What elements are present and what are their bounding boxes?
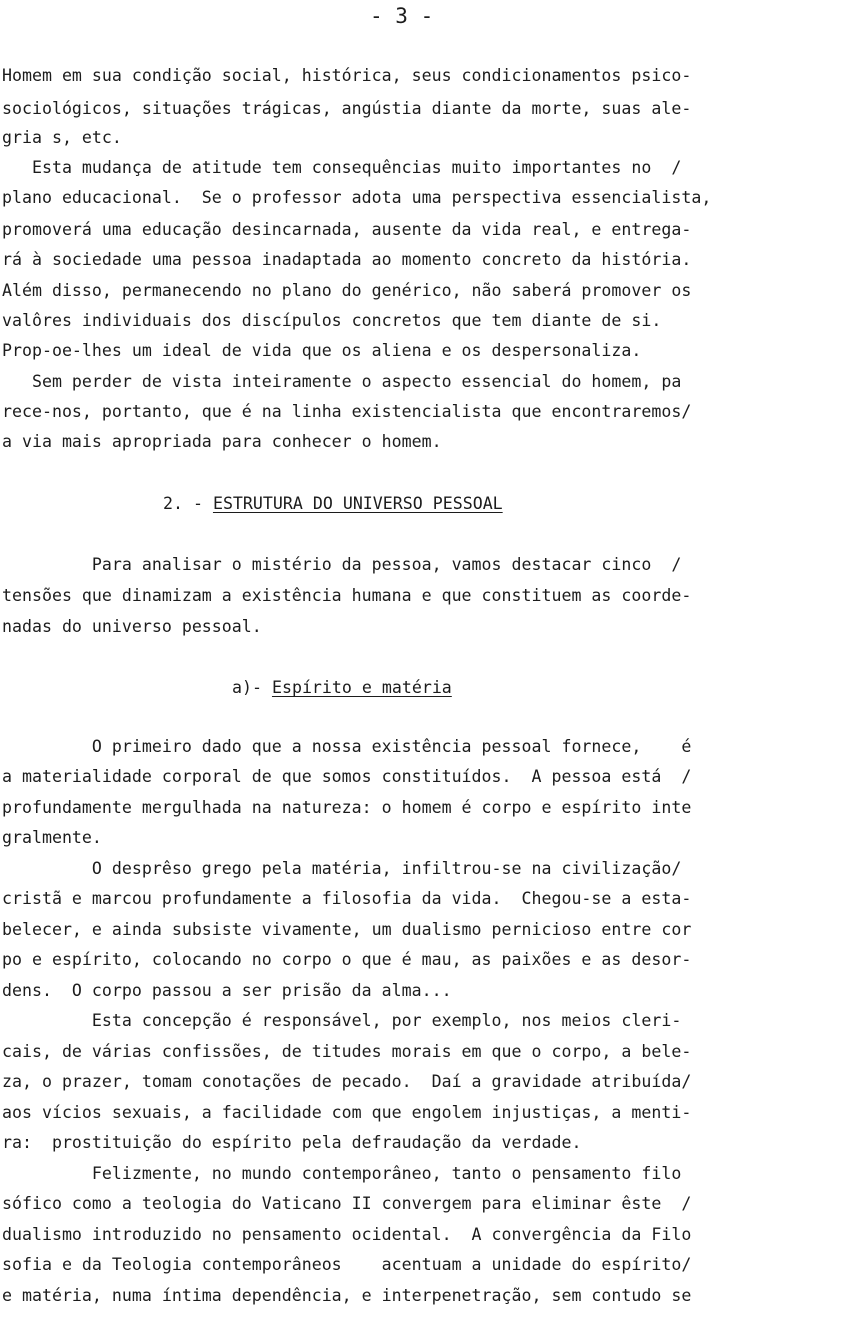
text-line: plano educacional. Se o professor adota uma perspectiva essencialista, <box>2 188 712 207</box>
text-line: cais, de várias confissões, de titudes morais em que o corpo, a bele- <box>2 1042 692 1061</box>
text-line: po e espírito, colocando no corpo o que é mau, as paixões e as desor- <box>2 950 692 969</box>
section-title: ESTRUTURA DO UNIVERSO PESSOAL <box>212 494 503 513</box>
text-line: valôres individuais dos discípulos concretos que tem diante de si. <box>2 311 662 330</box>
text-line: aos vícios sexuais, a facilidade com que engolem injustiças, a menti- <box>2 1103 692 1122</box>
text-line: Felizmente, no mundo contemporâneo, tanto o pensamento filo <box>2 1164 682 1183</box>
text-line: gria s, etc. <box>2 128 122 147</box>
text-line: Homem em sua condição social, histórica, seus condicionamentos psico- <box>2 66 692 85</box>
section-heading <box>163 494 503 514</box>
page-number: - 3 - <box>370 4 434 28</box>
text-line: tensões que dinamizam a existência humana e que constituem as coorde- <box>2 586 692 605</box>
text-line: rá à sociedade uma pessoa inadaptada ao momento concreto da história. <box>2 250 692 269</box>
text-line: sociológicos, situações trágicas, angústia diante da morte, suas ale- <box>2 99 692 118</box>
text-line: e matéria, numa íntima dependência, e interpenetração, sem contudo se <box>2 1286 692 1305</box>
text-line: Prop-oe-lhes um ideal de vida que os aliena e os despersonaliza. <box>2 341 642 360</box>
text-line: ra: prostituição do espírito pela defraudação da verdade. <box>2 1133 582 1152</box>
text-line: belecer, e ainda subsiste vivamente, um dualismo pernicioso entre cor <box>2 920 692 939</box>
text-line: rece-nos, portanto, que é na linha existencialista que encontraremos/ <box>2 402 692 421</box>
text-line: a via mais apropriada para conhecer o homem. <box>2 432 442 451</box>
text-line: Sem perder de vista inteiramente o aspecto essencial do homem, pa <box>2 372 682 391</box>
text-line: dualismo introduzido no pensamento ocidental. A convergência da Filo <box>2 1225 692 1244</box>
text-line: promoverá uma educação desincarnada, ausente da vida real, e entrega- <box>2 220 692 239</box>
text-line: profundamente mergulhada na natureza: o homem é corpo e espírito inte <box>2 798 692 817</box>
text-line: za, o prazer, tomam conotações de pecado. Daí a gravidade atribuída/ <box>2 1072 692 1091</box>
subsection-title: Espírito e matéria <box>271 678 452 697</box>
text-line: Além disso, permanecendo no plano do genérico, não saberá promover os <box>2 281 692 300</box>
subsection-heading <box>232 678 452 698</box>
text-line: nadas do universo pessoal. <box>2 617 262 636</box>
section-number: 2. - <box>163 494 213 513</box>
text-line: Esta mudança de atitude tem consequências muito importantes no / <box>2 158 682 177</box>
text-line: O primeiro dado que a nossa existência pessoal fornece, é <box>2 737 692 756</box>
text-line: Esta concepção é responsável, por exemplo, nos meios cleri- <box>2 1011 682 1030</box>
text-line: O desprêso grego pela matéria, infiltrou-se na civilização/ <box>2 859 682 878</box>
text-line: sofia e da Teologia contemporâneos acentuam a unidade do espírito/ <box>2 1255 692 1274</box>
text-line: Para analisar o mistério da pessoa, vamos destacar cinco / <box>2 555 682 574</box>
subsection-prefix: a)- <box>232 678 272 697</box>
text-line: cristã e marcou profundamente a filosofia da vida. Chegou-se a esta- <box>2 889 692 908</box>
text-line: gralmente. <box>2 828 102 847</box>
text-line: sófico como a teologia do Vaticano II convergem para eliminar êste / <box>2 1194 692 1213</box>
text-line: a materialidade corporal de que somos constituídos. A pessoa está / <box>2 767 692 786</box>
text-line: dens. O corpo passou a ser prisão da alma... <box>2 981 452 1000</box>
